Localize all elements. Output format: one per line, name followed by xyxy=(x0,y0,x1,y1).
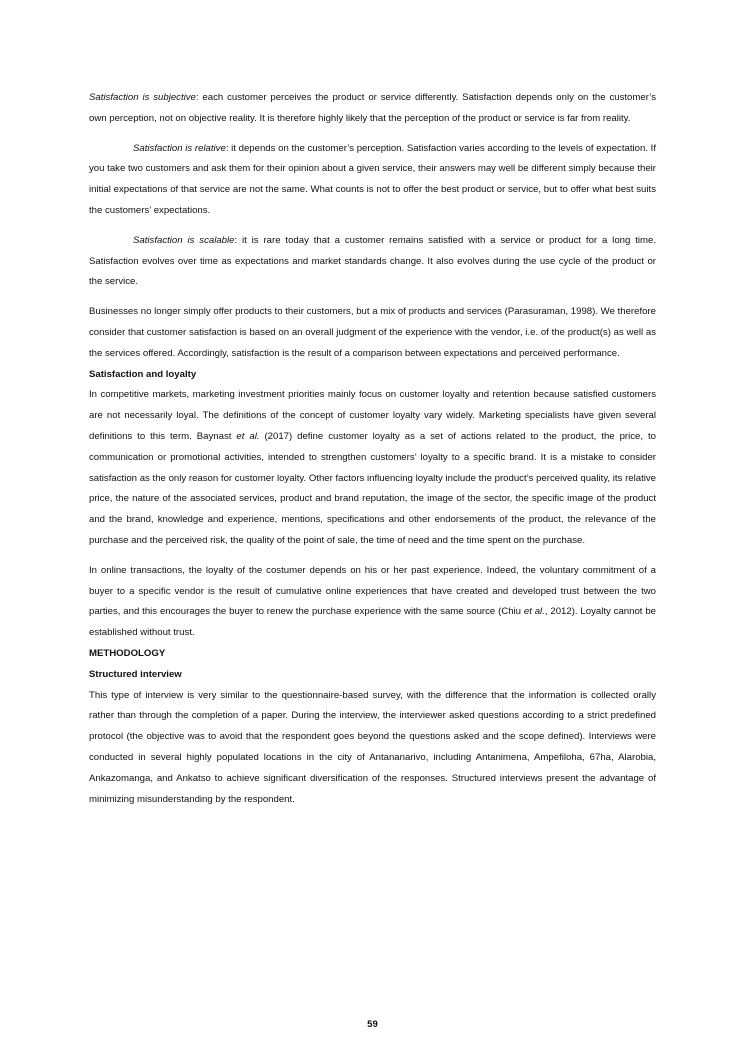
subsection-heading-structured-interview: Structured interview xyxy=(89,668,182,680)
section-heading-methodology: METHODOLOGY xyxy=(89,647,166,659)
paragraph-subjective xyxy=(89,88,656,130)
paragraph-structured-interview-text: This type of interview is very similar to the questionnaire-based survey, with the difference that the information is collected orally rather than through the completion of a paper. During the interview, the interviewer asked questions according to a strict predefined protocol (the objective was to avoid that the respondent goes beyond the questions asked and the scope defined). Interviews were conducted in several highly populated locations in the city of Antananarivo, including Antanimena, Ampefiloha, 67ha, Alarobia, Ankazomanga, and Ankatso to achieve significant diversification of the responses. Structured interviews present the advantage of minimizing misunderstanding by the respondent. xyxy=(89,689,656,805)
citation-et-al: et al. xyxy=(236,430,260,442)
paragraph-loyalty-text-a: In competitive markets, marketing investment priorities mainly focus on customer loyalty and retention because satisfied customers are not necessarily loyal. The definitions of the concept of customer loyalty vary widely. Marketing specialists have given several definitions to this term. Baynast xyxy=(89,389,656,442)
paragraph-structured-interview xyxy=(89,686,656,811)
paragraph-products-services-text: Businesses no longer simply offer products to their customers, but a mix of products and services (Parasuraman, 1998). We therefore consider that customer satisfaction is based on an overall judgment of the experience with the vendor, i.e. of the product(s) as well as the services offered. Accordingly, satisfaction is the result of a comparison between expectations and perceived performance. xyxy=(89,306,656,359)
paragraph-loyalty-definitions xyxy=(89,385,656,551)
paragraph-online-transactions xyxy=(89,561,656,644)
paragraph-subjective-text: : each customer perceives the product or service differently. Satisfaction depends only on the customer’s own perception, not on objective reality. It is therefore highly likely that the perception of the product or service is far from reality. xyxy=(89,92,657,124)
paragraph-scalable xyxy=(89,231,656,293)
paragraph-relative-text: : it depends on the customer’s perception. Satisfaction varies according to the levels of expectation. If you take two customers and ask them for their opinion about a given service, their answers may well be different simply because their initial expectations of that service are not the same. What counts is not to offer the best product or service, but to offer what best suits the customers’ expectations. xyxy=(89,142,657,216)
page-body xyxy=(89,88,656,810)
paragraph-relative xyxy=(89,139,656,222)
page-number: 59 xyxy=(367,1019,378,1030)
paragraph-scalable-text: : it is rare today that a customer remains satisfied with a service or product for a long time. Satisfaction evolves over time as expectations and market standards change. It also evolves during the use cycle of the product or the service. xyxy=(89,234,656,288)
paragraph-loyalty-text-b: (2017) define customer loyalty as a set of actions related to the product, the price, to communication or promotional activities, intended to strengthen customers’ loyalty to a specific brand. It is a mistake to consider satisfaction as the only reason for customer loyalty. Other factors influencing loyalty include the product’s perceived quality, its relative price, the nature of the associated services, product and brand reputation, the image of the sector, the specific image of the product and the brand, knowledge and experience, mentions, specifications and other endorsements of the product, the relevance of the purchase and the perceived risk, the quality of the point of sale, the time of need and the time spent on the purchase. xyxy=(89,430,656,546)
paragraph-online-text-b: , 2012). Loyalty cannot be established without trust. xyxy=(89,606,656,639)
paragraph-online-text-a: In online transactions, the loyalty of the costumer depends on his or her past experience. Indeed, the voluntary commitment of a buyer to a specific vendor is the result of cumulative online experiences that have created and developed trust between the two parties, and this encourages the buyer to renew the purchase experience with the same source (Chiu xyxy=(89,564,656,618)
term-relative: Satisfaction is relative xyxy=(133,142,226,154)
section-heading-satisfaction-loyalty: Satisfaction and loyalty xyxy=(89,368,197,380)
term-scalable: Satisfaction is scalable xyxy=(133,234,235,246)
term-subjective: Satisfaction is subjective xyxy=(89,92,196,103)
paragraph-products-services xyxy=(89,302,656,364)
citation-et-al: et al. xyxy=(523,606,545,618)
